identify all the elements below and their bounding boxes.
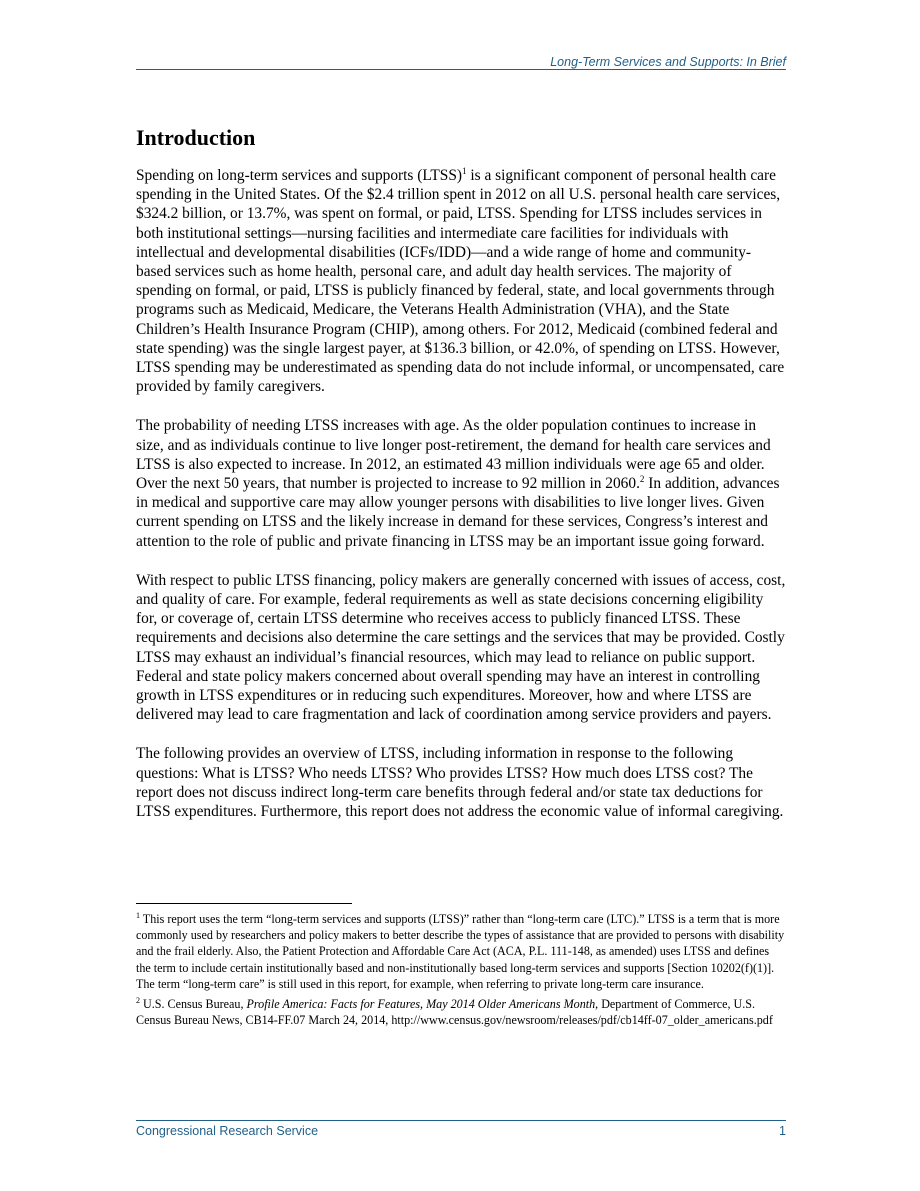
page-footer [136, 1120, 786, 1138]
paragraph-1 [136, 166, 786, 396]
footnote-2-text-b: , Department of Commerce, U.S. Census Bureau News, CB14-FF.07 March 24, 2014, http://www.census.gov/newsroom/releases/pdf/cb14ff-07_older_americans.pdf [136, 997, 773, 1028]
paragraph-3: With respect to public LTSS financing, policy makers are generally concerned with issues of access, cost, and quality of care. For example, federal requirements as well as state decisions concerning eligibility for, or coverage of, certain LTSS determine who receives access to publicly financed LTSS. These requirements and decisions also determine the care settings and the services that may be provided. Costly LTSS may exhaust an individual’s financial resources, which may lead to reliance on public support. Federal and state policy makers concerned about overall spending may have an interest in controlling growth in LTSS expenditures or in reducing such expenditures. Moreover, how and where LTSS are delivered may lead to care fragmentation and lack of coordination among service providers and payers. [136, 571, 786, 724]
footnote-ref-1[interactable]: 1 [462, 165, 467, 176]
footnote-2-number: 2 [136, 995, 140, 1005]
footnote-2-text-a: U.S. Census Bureau, [140, 997, 247, 1012]
paragraph-2-text-b: In addition, advances in medical and supportive care may allow younger persons with disabilities to live longer lives. Given current spending on LTSS and the likely increase in demand for these services, Congress’s interest and attention to the role of public and private financing in LTSS may be an important issue going forward. [136, 475, 780, 550]
footnote-2 [136, 996, 786, 1028]
page-number: 1 [779, 1124, 786, 1138]
footnote-divider [136, 903, 352, 904]
paragraph-2-text-a: The probability of needing LTSS increases with age. As the older population continues to increase in size, and as individuals continue to live longer post-retirement, the demand for health care services and LTSS is also expected to increase. In 2012, an estimated 43 million individuals were age 65 and older. Over the next 50 years, that number is projected to increase to 92 million in 2060. [136, 417, 771, 493]
footer-organization: Congressional Research Service [136, 1124, 319, 1138]
header-title: Long-Term Services and Supports: In Brief [550, 55, 786, 69]
footnotes [136, 911, 786, 1032]
section-heading: Introduction [136, 125, 256, 150]
footnote-1-number: 1 [136, 910, 140, 920]
footnote-1-text: This report uses the term “long-term services and supports (LTSS)” rather than “long-term care (LTC).” LTSS is a term that is more commonly used by researchers and policy makers to better describe the types of assistance that are provided to persons with disability and the frail elderly. Also, the Patient Protection and Affordable Care Act (ACA, P.L. 111-148, as amended) uses LTSS and defines the term to include certain institutionally based and non-institutionally based long-term services and supports [Section 10202(f)(1)]. The term “long-term care” is still used in this report, for example, when referring to private long-term care insurance. [136, 912, 785, 991]
paragraph-1-text-a: Spending on long-term services and supports (LTSS) [136, 167, 463, 184]
paragraph-1-text-b: is a significant component of personal health care spending in the United States. Of the $2.4 trillion spent in 2012 on all U.S. personal health care services, $324.2 billion, or 13.7%, was spent on formal, or paid, LTSS. Spending for LTSS includes services in both institutional settings—nursing facilities and intermediate care facilities for individuals with intellectual and developmental disabilities (ICFs/IDD)—and a wide range of home and community-based services such as home health, personal care, and adult day health services. The majority of spending on formal, or paid, LTSS is publicly financed by federal, state, and local governments through programs such as Medicaid, Medicare, the Veterans Health Administration (VHA), and the State Children’s Health Insurance Program (CHIP), among others. For 2012, Medicaid (combined federal and state spending) was the single largest payer, at $136.3 billion, or 42.0%, of spending on LTSS. However, LTSS spending may be underestimated as spending data do not include informal, or uncompensated, care provided by family caregivers. [136, 167, 785, 396]
paragraph-4: The following provides an overview of LTSS, including information in response to the following questions: What is LTSS? Who needs LTSS? Who provides LTSS? How much does LTSS cost? The report does not discuss indirect long-term care benefits through federal and/or state tax deductions for LTSS expenditures. Furthermore, this report does not address the economic value of informal caregiving. [136, 745, 784, 821]
footnote-2-publication-title: Profile America: Facts for Features, May 2014 Older Americans Month [246, 997, 596, 1012]
footnote-ref-2[interactable]: 2 [639, 473, 645, 484]
paragraph-2 [136, 416, 786, 550]
main-content [136, 124, 786, 821]
page-header [136, 55, 786, 70]
footnote-1 [136, 911, 786, 992]
